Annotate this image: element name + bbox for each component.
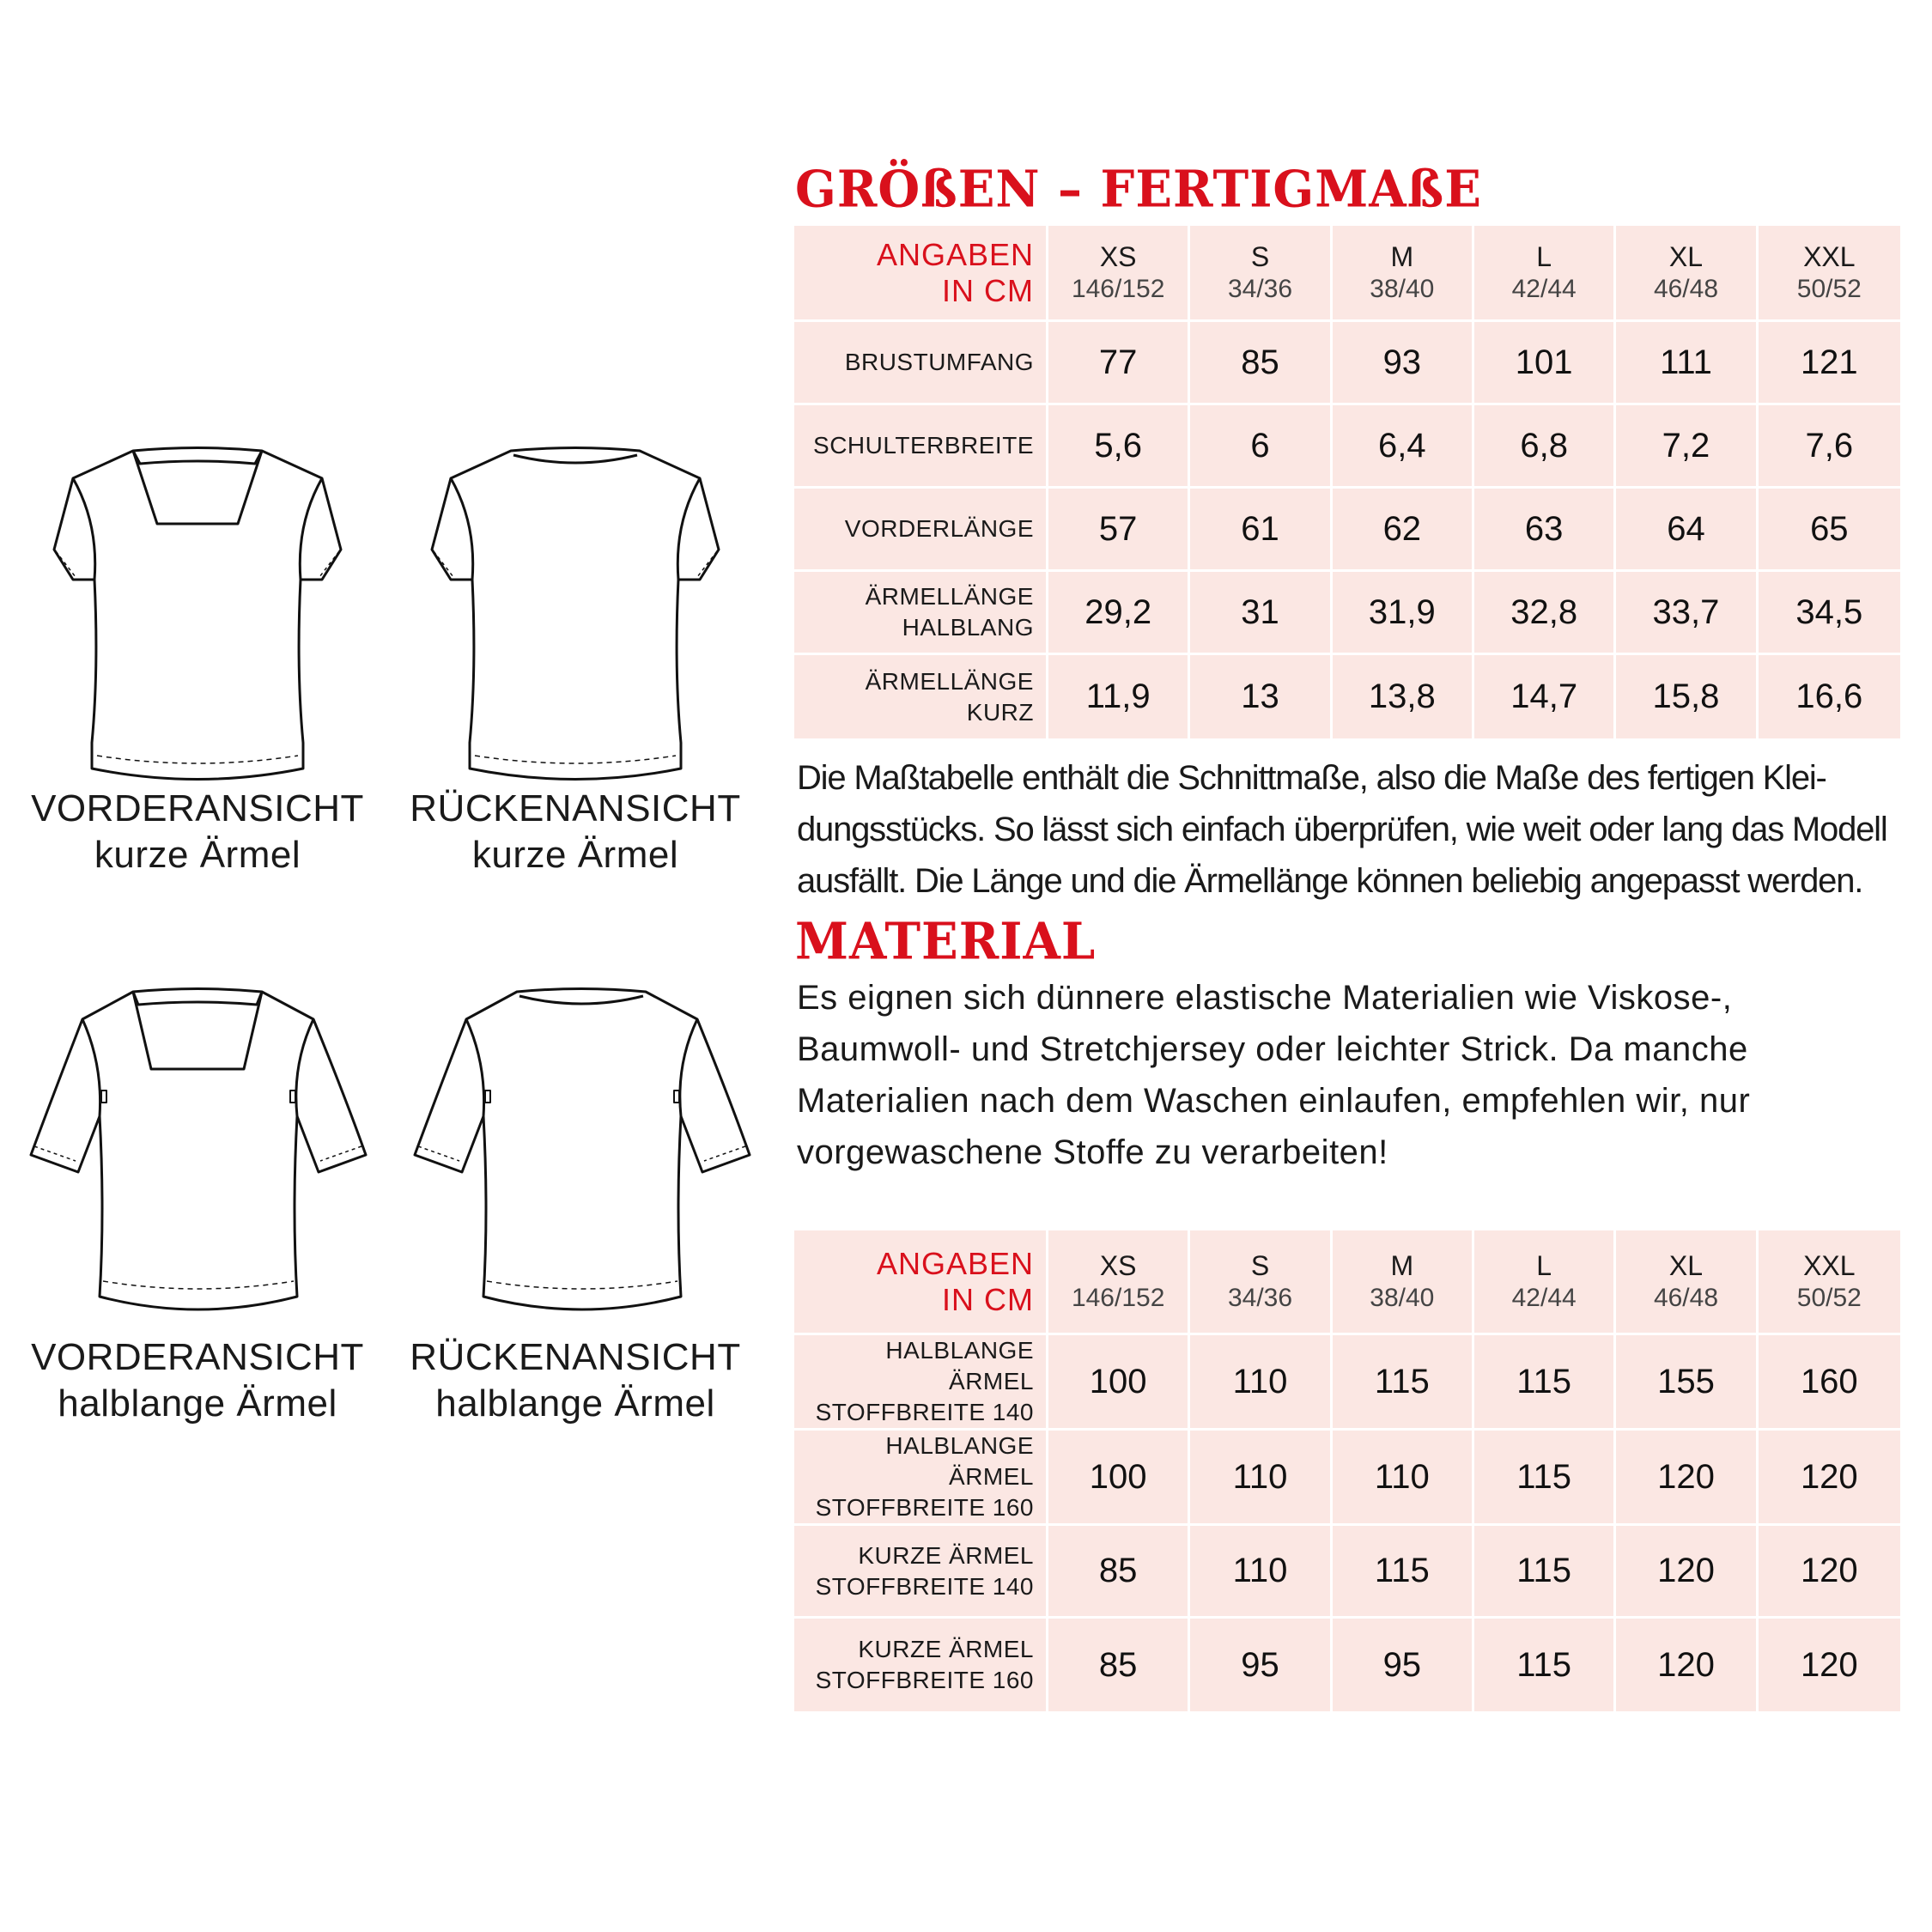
cell-value: 7,6 [1759,405,1900,489]
shirt-back-short-icon [425,429,726,781]
cell-value: 115 [1333,1335,1474,1431]
cell-value: 120 [1759,1431,1900,1526]
cell-value: 13 [1190,655,1332,738]
cell-value: 115 [1333,1526,1474,1619]
cell-value: 16,6 [1759,655,1900,738]
size-column-header: S 34/36 [1190,1230,1332,1335]
row-label: KURZE ÄRMEL STOFFBREITE 160 [794,1619,1048,1711]
cell-value: 6,4 [1333,405,1474,489]
cell-value: 5,6 [1048,405,1190,489]
cell-value: 13,8 [1333,655,1474,738]
cell-value: 100 [1048,1335,1190,1431]
note-line: Die Maßtabelle enthält die Schnittmaße, also die Maße des fertigen Klei- [797,759,1826,797]
size-column-header: L 42/44 [1474,226,1616,322]
cell-value: 95 [1333,1619,1474,1711]
table-header-row [794,1230,1900,1335]
finished-measurements-table [794,226,1900,738]
caption-variant: kurze Ärmel [471,834,679,876]
material-line: Materialien nach dem Waschen einlaufen, empfehlen wir, nur [797,1082,1751,1120]
size-column-header: M 38/40 [1333,1230,1474,1335]
cell-value: 110 [1190,1526,1332,1619]
size-column-header: L 42/44 [1474,1230,1616,1335]
cell-value: 120 [1616,1526,1758,1619]
cell-value: 6,8 [1474,405,1616,489]
cell-value: 61 [1190,489,1332,572]
illustration-front-short-sleeves [47,429,348,781]
unit-label: ANGABEN IN CM [794,1230,1048,1335]
cell-value: 7,2 [1616,405,1758,489]
table-header-row [794,226,1900,322]
cell-value: 31,9 [1333,572,1474,655]
cell-value: 15,8 [1616,655,1758,738]
caption-variant: halblange Ärmel [435,1382,715,1425]
material-line: Es eignen sich dünnere elastische Materialien wie Viskose-, [797,979,1733,1017]
illustration-front-half-sleeves [24,970,372,1331]
cell-value: 120 [1616,1619,1758,1711]
material-description [797,972,1913,1178]
cell-value: 120 [1759,1619,1900,1711]
size-column-header: M 38/40 [1333,226,1474,322]
note-line: ausfällt. Die Länge und die Ärmellänge können beliebig angepasst werden. [797,862,1863,900]
row-label: KURZE ÄRMEL STOFFBREITE 140 [794,1526,1048,1619]
cell-value: 160 [1759,1335,1900,1431]
row-label: BRUSTUMFANG [794,322,1048,405]
caption-variant: halblange Ärmel [58,1382,337,1425]
material-line: vorgewaschene Stoffe zu verarbeiten! [797,1133,1388,1171]
size-column-header: XS 146/152 [1048,226,1190,322]
cell-value: 115 [1474,1619,1616,1711]
table-row [794,489,1900,572]
caption-front-half [26,1334,369,1427]
cell-value: 120 [1759,1526,1900,1619]
size-table-note [797,752,1913,907]
cell-value: 64 [1616,489,1758,572]
material-heading: MATERIAL [795,912,1097,972]
cell-value: 121 [1759,322,1900,405]
cell-value: 155 [1616,1335,1758,1431]
cell-value: 34,5 [1759,572,1900,655]
caption-variant: kurze Ärmel [94,834,301,876]
cell-value: 100 [1048,1431,1190,1526]
shirt-back-half-icon [408,970,756,1331]
material-line: Baumwoll- und Stretchjersey oder leichter Strick. Da manche [797,1030,1748,1068]
cell-value: 115 [1474,1335,1616,1431]
cell-value: 120 [1616,1431,1758,1526]
cell-value: 65 [1759,489,1900,572]
table-row [794,405,1900,489]
caption-front-short [26,786,369,878]
shirt-front-half-icon [24,970,372,1331]
size-column-header: S 34/36 [1190,226,1332,322]
caption-view: VORDERANSICHT [31,787,364,829]
cell-value: 115 [1474,1431,1616,1526]
cell-value: 110 [1190,1335,1332,1431]
cell-value: 85 [1048,1526,1190,1619]
row-label: ÄRMELLÄNGE HALBLANG [794,572,1048,655]
row-label: ÄRMELLÄNGE KURZ [794,655,1048,738]
table-row [794,322,1900,405]
fabric-requirements-table [794,1230,1900,1711]
caption-back-half [404,1334,747,1427]
cell-value: 63 [1474,489,1616,572]
cell-value: 62 [1333,489,1474,572]
cell-value: 57 [1048,489,1190,572]
note-line: dungsstücks. So lässt sich einfach überprüfen, wie weit oder lang das Modell [797,811,1887,848]
caption-view: VORDERANSICHT [31,1336,364,1378]
cell-value: 32,8 [1474,572,1616,655]
illustration-back-short-sleeves [425,429,726,781]
table-row [794,1526,1900,1619]
size-column-header: XL 46/48 [1616,1230,1758,1335]
illustration-back-half-sleeves [408,970,756,1331]
cell-value: 111 [1616,322,1758,405]
cell-value: 115 [1474,1526,1616,1619]
table-row [794,572,1900,655]
row-label: HALBLANGE ÄRMEL STOFFBREITE 140 [794,1335,1048,1431]
cell-value: 85 [1048,1619,1190,1711]
table-row [794,1335,1900,1431]
cell-value: 33,7 [1616,572,1758,655]
table-row [794,655,1900,738]
caption-view: RÜCKENANSICHT [410,1336,741,1378]
unit-label: ANGABEN IN CM [794,226,1048,322]
cell-value: 31 [1190,572,1332,655]
cell-value: 110 [1333,1431,1474,1526]
cell-value: 14,7 [1474,655,1616,738]
cell-value: 93 [1333,322,1474,405]
cell-value: 6 [1190,405,1332,489]
cell-value: 77 [1048,322,1190,405]
size-column-header: XXL 50/52 [1759,226,1900,322]
caption-view: RÜCKENANSICHT [410,787,741,829]
cell-value: 85 [1190,322,1332,405]
caption-back-short [404,786,747,878]
size-column-header: XXL 50/52 [1759,1230,1900,1335]
row-label: SCHULTERBREITE [794,405,1048,489]
cell-value: 110 [1190,1431,1332,1526]
cell-value: 95 [1190,1619,1332,1711]
size-column-header: XL 46/48 [1616,226,1758,322]
cell-value: 101 [1474,322,1616,405]
row-label: HALBLANGE ÄRMEL STOFFBREITE 160 [794,1431,1048,1526]
table-row [794,1619,1900,1711]
row-label: VORDERLÄNGE [794,489,1048,572]
shirt-front-short-icon [47,429,348,781]
cell-value: 29,2 [1048,572,1190,655]
cell-value: 11,9 [1048,655,1190,738]
table-row [794,1431,1900,1526]
sizes-heading: GRÖßEN – FERTIGMAßE [795,160,1482,220]
size-column-header: XS 146/152 [1048,1230,1190,1335]
